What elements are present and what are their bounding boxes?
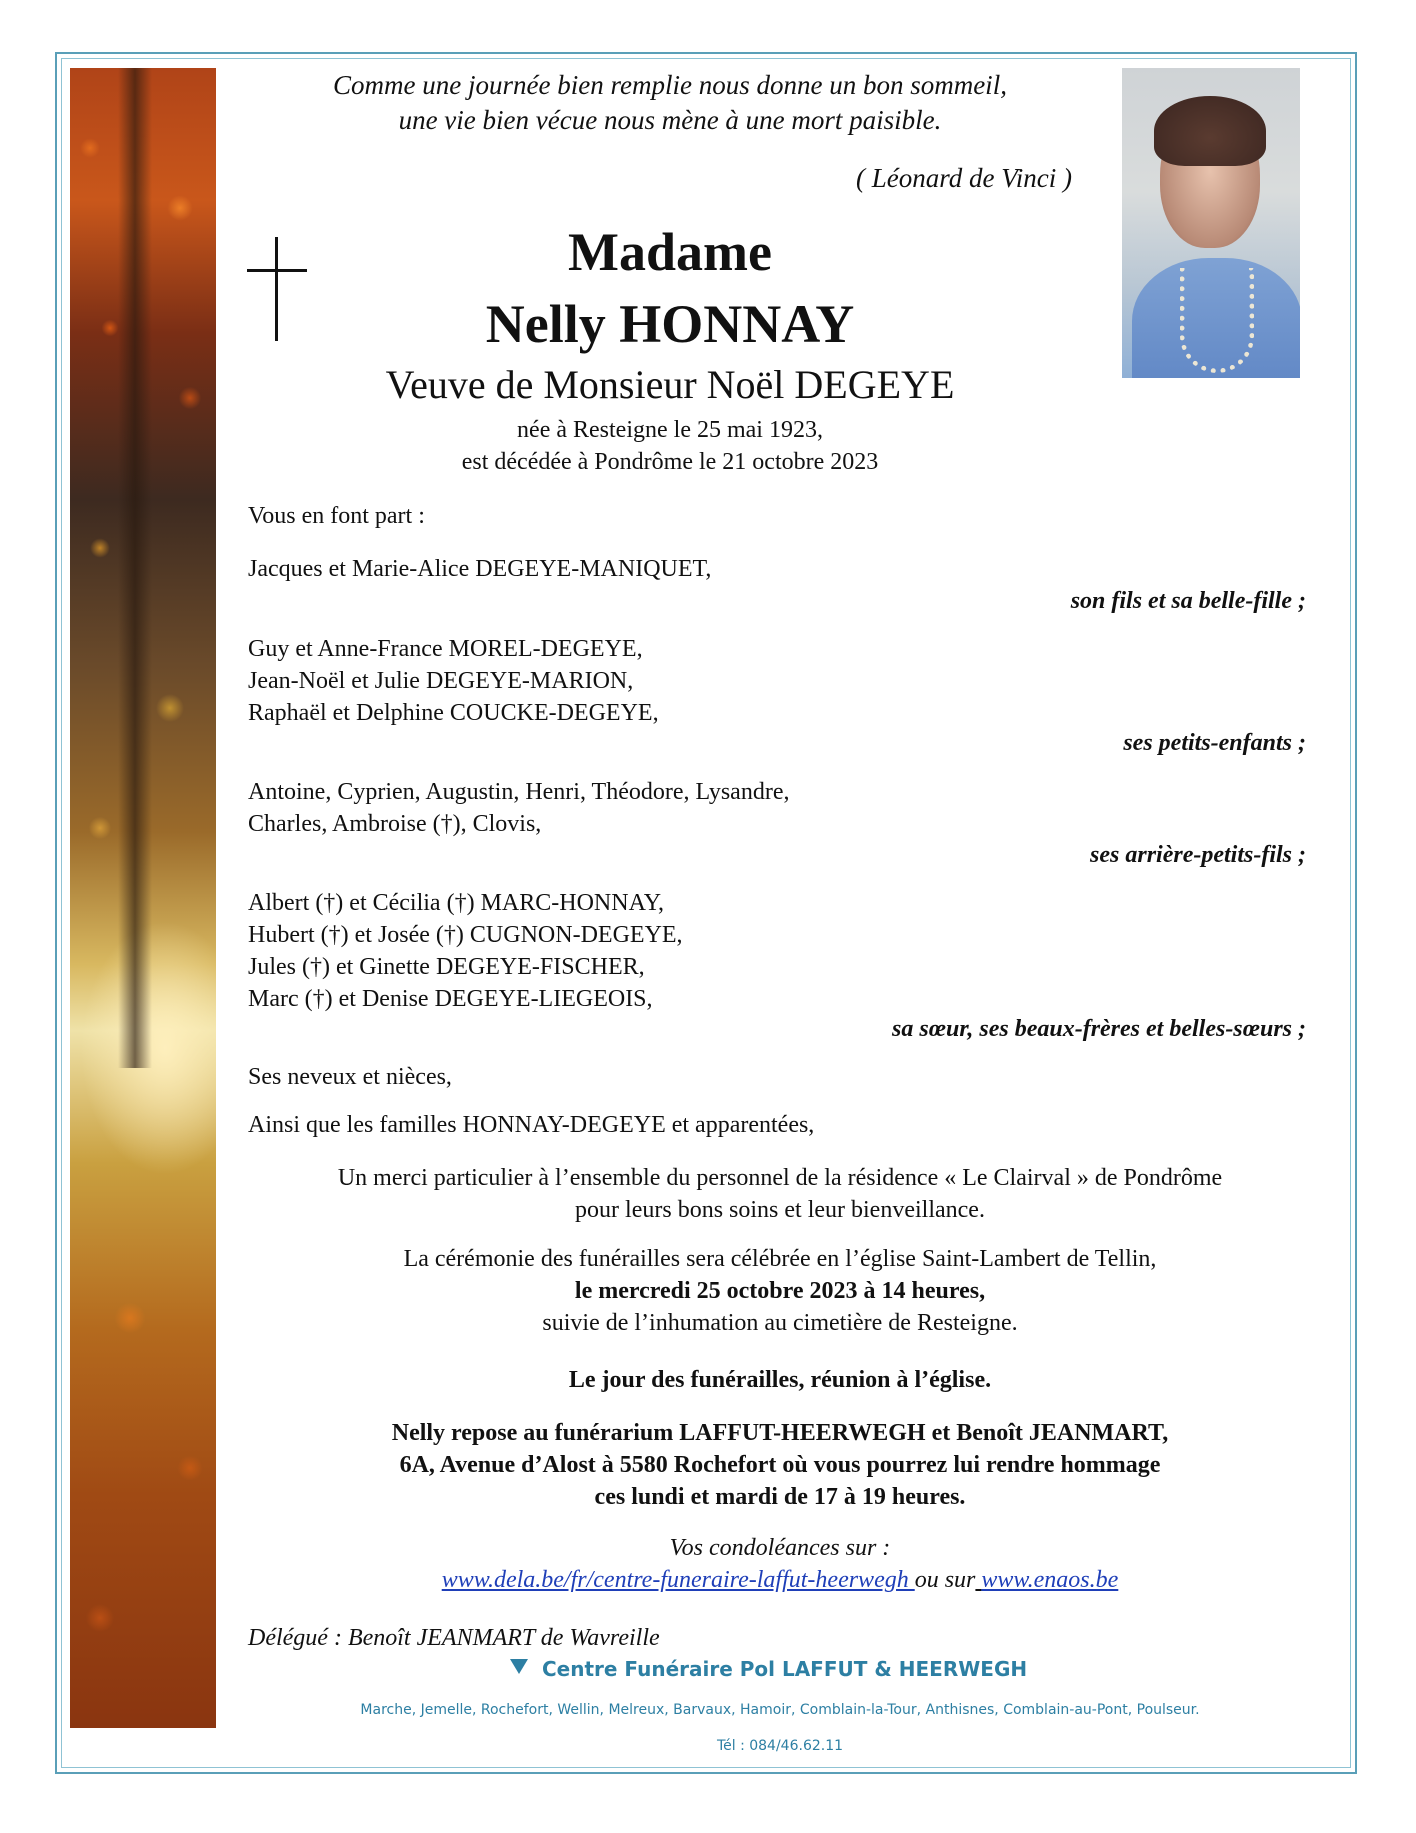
family-line: Jacques et Marie-Alice DEGEYE-MANIQUET, xyxy=(248,556,712,582)
family-group-3 xyxy=(248,776,1108,840)
triangle-down-icon xyxy=(510,1659,528,1674)
quote-block xyxy=(240,68,1100,138)
deceased-spouse: Veuve de Monsieur Noël DEGEYE xyxy=(385,362,955,407)
family-line: Raphaël et Delphine COUCKE-DEGEYE, xyxy=(248,700,659,726)
families-line: Ainsi que les familles HONNAY-DEGEYE et apparentées, xyxy=(248,1112,815,1138)
death-info: est décédée à Pondrôme le 21 octobre 2023 xyxy=(461,449,879,475)
quote-author: ( Léonard de Vinci ) xyxy=(856,163,1072,193)
nephews-line: Ses neveux et nièces, xyxy=(248,1064,452,1090)
autumn-forest-image xyxy=(70,68,216,1728)
company-locations: Marche, Jemelle, Rochefort, Wellin, Melreux, Barvaux, Hamoir, Comblain-la-Tour, Anthisnes, Comblain-au-Pont, Poulseur. xyxy=(360,1702,1200,1718)
dela-link[interactable]: www.dela.be/fr/centre-funeraire-laffut-heerwegh xyxy=(441,1567,915,1593)
meeting-line: Le jour des funérailles, réunion à l’église. xyxy=(568,1367,992,1393)
portrait-photo xyxy=(1122,68,1300,378)
ceremony-line-1: La cérémonie des funérailles sera célébrée en l’église Saint-Lambert de Tellin, xyxy=(403,1246,1157,1272)
condolences-links xyxy=(240,1564,1320,1596)
company-name xyxy=(510,1655,1110,1683)
relation-1: son fils et sa belle-fille ; xyxy=(1070,588,1306,614)
family-line: Albert (†) et Cécilia (†) MARC-HONNAY, xyxy=(248,890,664,916)
rest-line-1: Nelly repose au funérarium LAFFUT-HEERWEGH et Benoît JEANMART, xyxy=(391,1420,1169,1446)
family-line: Charles, Ambroise (†), Clovis, xyxy=(248,811,542,837)
deceased-title: Madame xyxy=(568,222,772,282)
deceased-name: Nelly HONNAY xyxy=(485,294,855,354)
quote-line-2: une vie bien vécue nous mène à une mort paisible. xyxy=(398,105,942,135)
or-text: ou sur xyxy=(914,1567,976,1593)
thanks-line-2: pour leurs bons soins et leur bienveillance. xyxy=(575,1197,985,1223)
company-phone: Tél : 084/46.62.11 xyxy=(716,1738,844,1754)
family-line: Hubert (†) et Josée (†) CUGNON-DEGEYE, xyxy=(248,922,683,948)
ceremony-date: le mercredi 25 octobre 2023 à 14 heures, xyxy=(574,1278,986,1304)
ceremony-line-3: suivie de l’inhumation au cimetière de Resteigne. xyxy=(542,1310,1018,1336)
relation-2: ses petits-enfants ; xyxy=(1123,730,1306,756)
rest-block xyxy=(240,1417,1320,1513)
family-line: Antoine, Cyprien, Augustin, Henri, Théodore, Lysandre, xyxy=(248,779,790,805)
company-label: Centre Funéraire Pol LAFFUT & HEERWEGH xyxy=(542,1657,1028,1681)
thanks-block xyxy=(240,1162,1320,1226)
birth-info: née à Resteigne le 25 mai 1923, xyxy=(517,417,823,443)
quote-line-1: Comme une journée bien remplie nous donne un bon sommeil, xyxy=(333,70,1007,100)
thanks-line-1: Un merci particulier à l’ensemble du personnel de la résidence « Le Clairval » de Pondrôme xyxy=(337,1165,1223,1191)
relation-3: ses arrière-petits-fils ; xyxy=(1090,842,1306,868)
portrait-hair xyxy=(1154,96,1266,166)
condolences-label: Vos condoléances sur : xyxy=(669,1535,891,1561)
delegate-line: Délégué : Benoît JEANMART de Wavreille xyxy=(248,1625,660,1651)
family-line: Marc (†) et Denise DEGEYE-LIEGEOIS, xyxy=(248,986,653,1012)
family-line: Jules (†) et Ginette DEGEYE-FISCHER, xyxy=(248,954,645,980)
rest-line-3: ces lundi et mardi de 17 à 19 heures. xyxy=(594,1484,966,1510)
announce-line: Vous en font part : xyxy=(248,503,425,529)
autumn-leaves xyxy=(70,68,216,1728)
ceremony-block xyxy=(240,1243,1320,1339)
portrait-necklace xyxy=(1180,268,1254,373)
relation-4: sa sœur, ses beaux-frères et belles-sœurs ; xyxy=(892,1016,1306,1042)
rest-line-2: 6A, Avenue d’Alost à 5580 Rochefort où vous pourrez lui rendre hommage xyxy=(399,1452,1161,1478)
family-group-1 xyxy=(248,553,1108,585)
family-group-2 xyxy=(248,633,1108,729)
family-line: Jean-Noël et Julie DEGEYE-MARION, xyxy=(248,668,634,694)
family-group-4 xyxy=(248,887,1108,1015)
family-line: Guy et Anne-France MOREL-DEGEYE, xyxy=(248,636,643,662)
enaos-link[interactable]: www.enaos.be xyxy=(981,1567,1119,1593)
